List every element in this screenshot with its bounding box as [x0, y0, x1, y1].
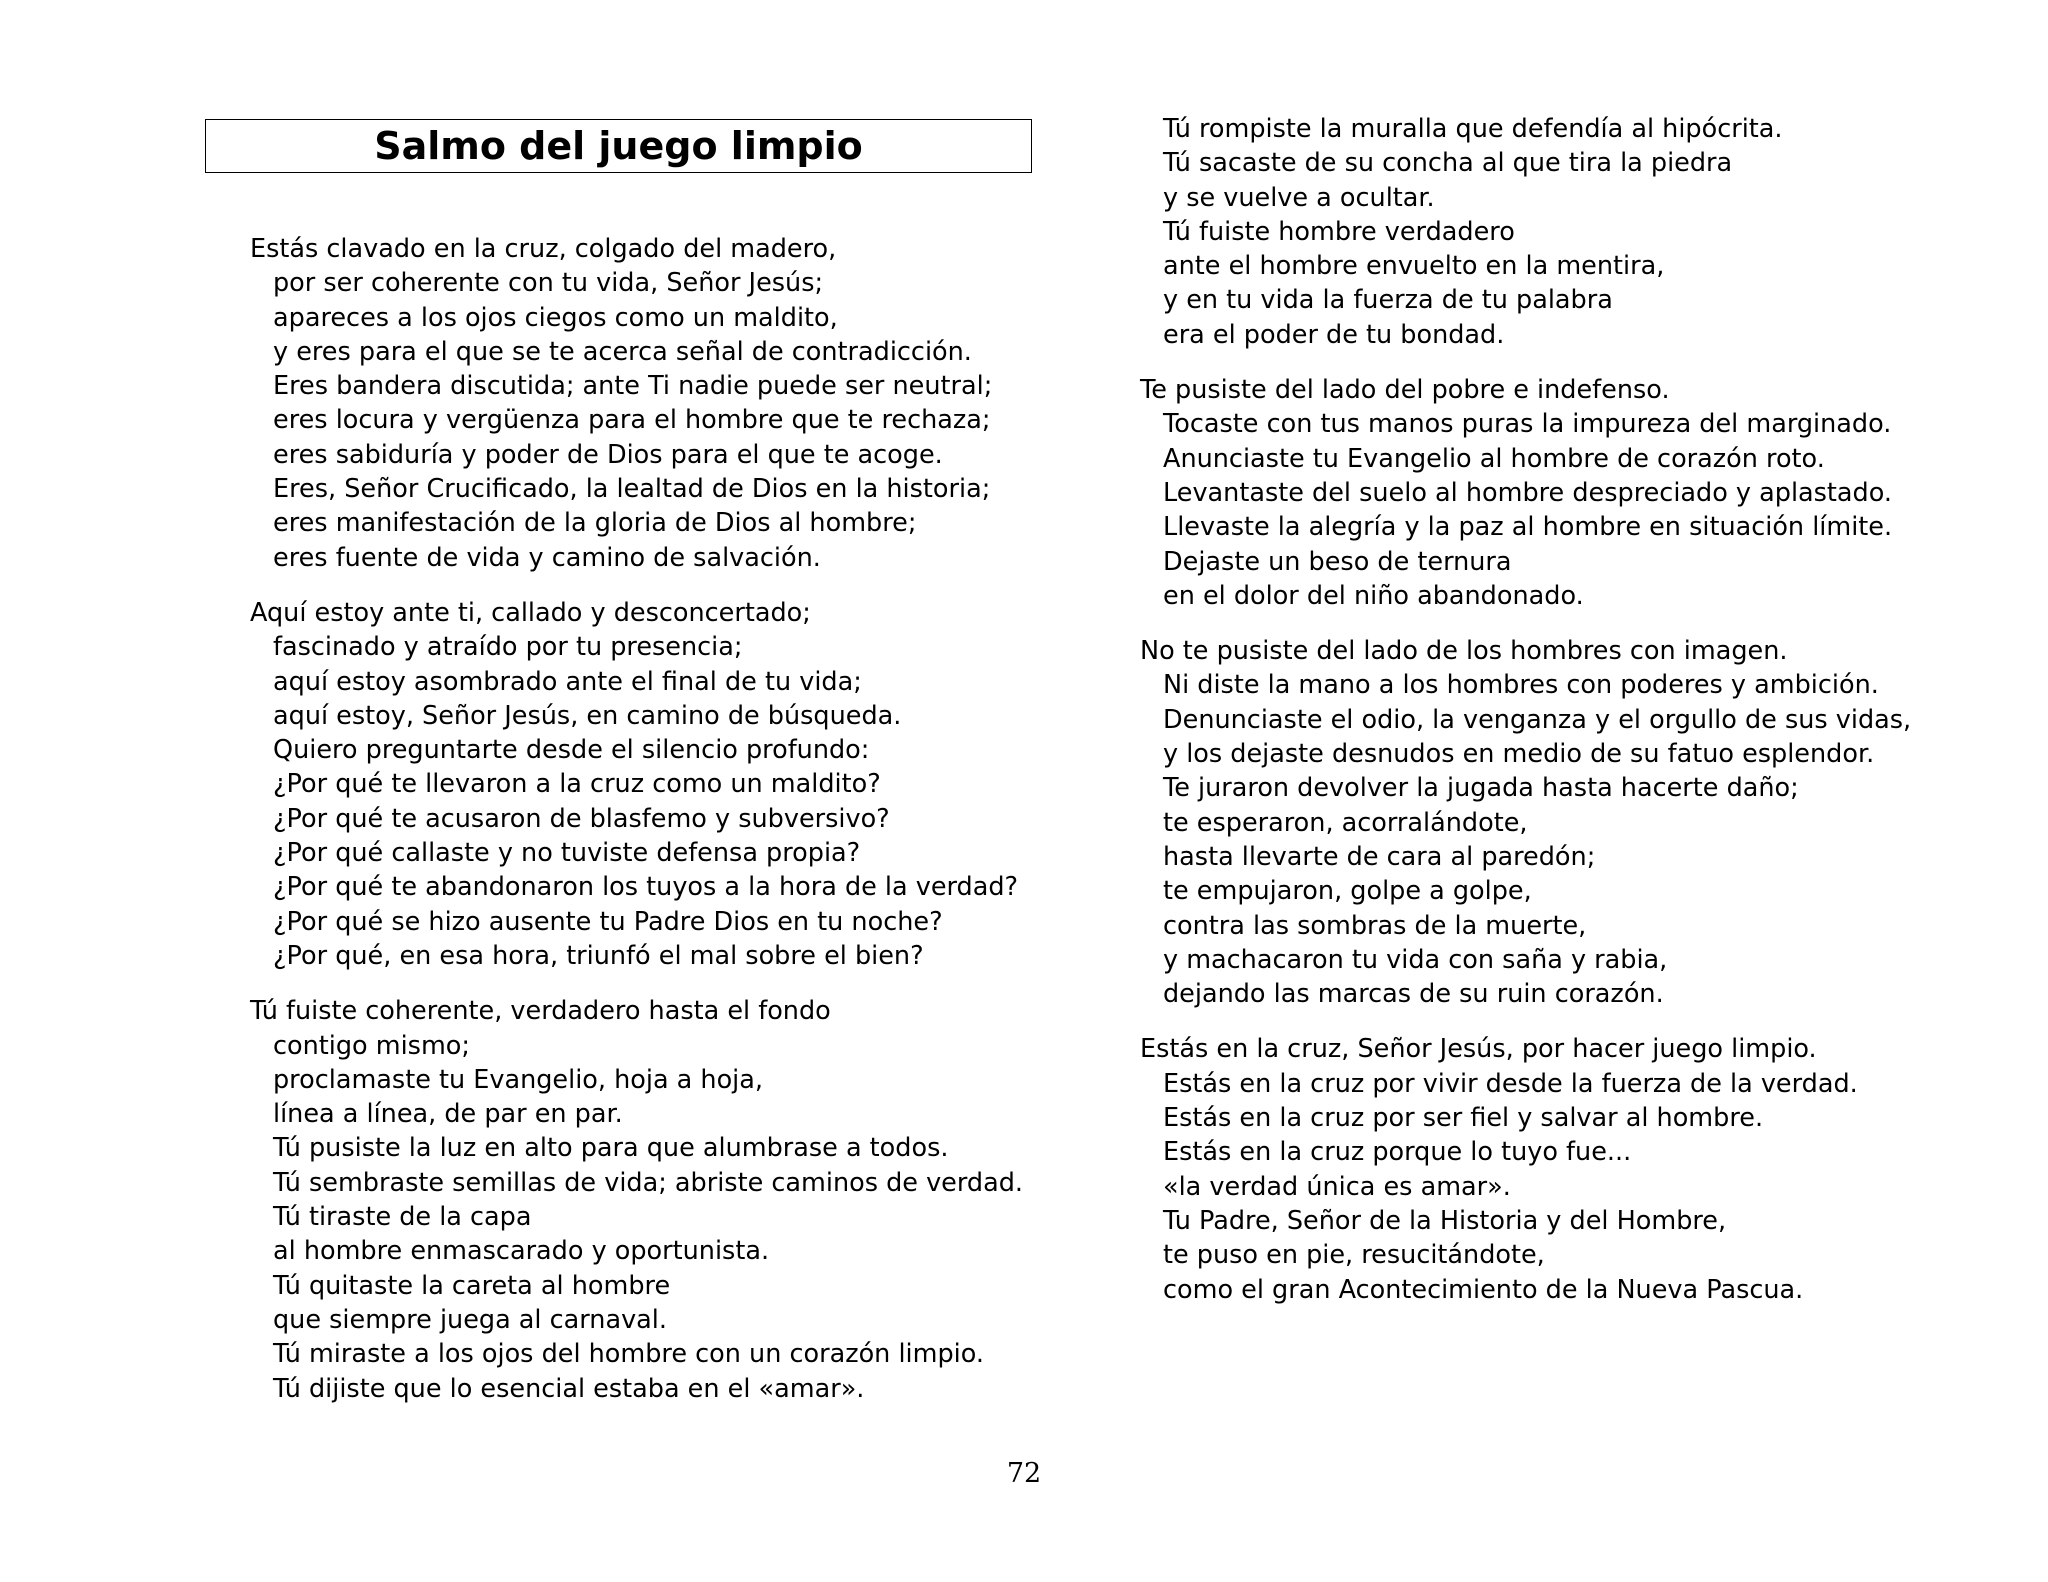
stanza-line: fascinado y atraído por tu presencia; — [273, 632, 743, 663]
stanza-line: Tú fuiste hombre verdadero — [1163, 216, 1515, 247]
stanza-line: Tú rompiste la muralla que defendía al hipócrita. — [1163, 114, 1783, 144]
stanza — [1140, 373, 1911, 613]
stanza-line: Eres bandera discutida; ante Ti nadie puede ser neutral; — [273, 371, 993, 402]
stanza-line: ¿Por qué te acusaron de blasfemo y subversivo? — [273, 803, 890, 834]
stanza-line: Anunciaste tu Evangelio al hombre de corazón roto. — [1163, 443, 1825, 474]
stanza-line: ¿Por qué se hizo ausente tu Padre Dios en tu noche? — [273, 906, 943, 937]
stanza-first-line: Aquí estoy ante ti, callado y desconcertado; — [250, 597, 811, 628]
stanza-line: Tú tiraste de la capa — [273, 1202, 532, 1233]
stanza-line: Tú pusiste la luz en alto para que alumbrase a todos. — [273, 1133, 949, 1164]
stanza-line: hasta llevarte de cara al paredón; — [1163, 841, 1596, 872]
stanza-line: línea a línea, de par en par. — [273, 1099, 623, 1130]
stanza — [1140, 634, 1911, 1011]
stanza — [1140, 112, 1911, 352]
stanza-line: era el poder de tu bondad. — [1163, 319, 1505, 350]
stanza-line: Levantaste del suelo al hombre despreciado y aplastado. — [1163, 477, 1893, 508]
stanza-line: ¿Por qué te llevaron a la cruz como un maldito? — [273, 769, 881, 800]
stanza-line: Ni diste la mano a los hombres con poderes y ambición. — [1163, 670, 1879, 701]
stanza-line: ¿Por qué, en esa hora, triunfó el mal sobre el bien? — [273, 940, 924, 971]
title-box — [205, 119, 1032, 173]
stanza-line: Tú dijiste que lo esencial estaba en el «amar». — [273, 1373, 865, 1404]
stanza-first-line: Estás en la cruz, Señor Jesús, por hacer juego limpio. — [1140, 1034, 1817, 1065]
stanza-first-line: Estás clavado en la cruz, colgado del madero, — [250, 234, 837, 264]
stanza-line: y eres para el que se te acerca señal de contradicción. — [273, 336, 972, 367]
stanza-line: y en tu vida la fuerza de tu palabra — [1163, 285, 1613, 316]
stanza-line: Te juraron devolver la jugada hasta hacerte daño; — [1163, 773, 1799, 804]
stanza-line: ¿Por qué callaste y no tuviste defensa propia? — [273, 838, 861, 869]
stanza-line: Estás en la cruz por ser fiel y salvar al hombre. — [1163, 1103, 1764, 1134]
stanza-line: en el dolor del niño abandonado. — [1163, 580, 1584, 611]
stanza-line: dejando las marcas de su ruin corazón. — [1163, 979, 1664, 1010]
stanza-line: Quiero preguntarte desde el silencio profundo: — [273, 735, 870, 766]
stanza — [250, 596, 1023, 973]
stanza-line: Tú miraste a los ojos del hombre con un corazón limpio. — [273, 1339, 984, 1370]
stanza-line: eres manifestación de la gloria de Dios al hombre; — [273, 508, 917, 539]
stanza-line: Denunciaste el odio, la venganza y el orgullo de sus vidas, — [1163, 704, 1912, 735]
stanza-line: contigo mismo; — [273, 1030, 471, 1061]
stanza-line: ante el hombre envuelto en la mentira, — [1163, 251, 1665, 282]
stanza-line: eres sabiduría y poder de Dios para el que te acoge. — [273, 439, 943, 470]
stanza-line: te esperaron, acorralándote, — [1163, 807, 1528, 838]
stanza-line: apareces a los ojos ciegos como un maldito, — [273, 302, 838, 333]
stanza-line: Estás en la cruz por vivir desde la fuerza de la verdad. — [1163, 1068, 1858, 1099]
stanza-line: Estás en la cruz porque lo tuyo fue... — [1163, 1137, 1632, 1168]
stanza-line: «la verdad única es amar». — [1163, 1171, 1511, 1202]
stanza — [250, 994, 1023, 1406]
stanza-line: y los dejaste desnudos en medio de su fatuo esplendor. — [1163, 739, 1875, 770]
stanza-line: y se vuelve a ocultar. — [1163, 182, 1435, 213]
stanza-line: que siempre juega al carnaval. — [273, 1304, 667, 1335]
left-column — [250, 232, 1023, 1427]
stanza-line: al hombre enmascarado y oportunista. — [273, 1236, 770, 1267]
stanza-line: como el gran Acontecimiento de la Nueva Pascua. — [1163, 1274, 1804, 1305]
page-number: 72 — [1006, 1458, 1042, 1489]
stanza-line: Llevaste la alegría y la paz al hombre en situación límite. — [1163, 512, 1893, 543]
stanza-line: te empujaron, golpe a golpe, — [1163, 876, 1532, 907]
stanza-line: Dejaste un beso de ternura — [1163, 546, 1512, 577]
stanza-first-line: Te pusiste del lado del pobre e indefenso. — [1140, 375, 1670, 406]
page-title: Salmo del juego limpio — [374, 124, 863, 168]
stanza — [1140, 1032, 1911, 1306]
stanza-first-line: Tú fuiste coherente, verdadero hasta el fondo — [250, 996, 831, 1027]
stanza-line: y machacaron tu vida con saña y rabia, — [1163, 944, 1668, 975]
stanza-line: Tú quitaste la careta al hombre — [273, 1270, 671, 1301]
stanza-line: eres locura y vergüenza para el hombre que te rechaza; — [273, 405, 991, 436]
stanza-line: ¿Por qué te abandonaron los tuyos a la hora de la verdad? — [273, 872, 1019, 903]
stanza-line: aquí estoy asombrado ante el final de tu vida; — [273, 666, 862, 697]
stanza-line: Eres, Señor Crucificado, la lealtad de Dios en la historia; — [273, 474, 991, 505]
stanza-line: eres fuente de vida y camino de salvación. — [273, 542, 821, 573]
right-column — [1140, 112, 1911, 1328]
stanza-first-line: No te pusiste del lado de los hombres con imagen. — [1140, 636, 1788, 667]
stanza — [250, 232, 1023, 575]
stanza-line: aquí estoy, Señor Jesús, en camino de búsqueda. — [273, 700, 902, 731]
stanza-line: contra las sombras de la muerte, — [1163, 910, 1587, 941]
stanza-line: Tú sacaste de su concha al que tira la piedra — [1163, 148, 1733, 179]
stanza-line: te puso en pie, resucitándote, — [1163, 1240, 1545, 1271]
stanza-line: Tocaste con tus manos puras la impureza del marginado. — [1163, 409, 1892, 440]
stanza-line: Tú sembraste semillas de vida; abriste caminos de verdad. — [273, 1167, 1023, 1198]
stanza-line: Tu Padre, Señor de la Historia y del Hombre, — [1163, 1205, 1727, 1236]
stanza-line: por ser coherente con tu vida, Señor Jesús; — [273, 268, 824, 299]
stanza-line: proclamaste tu Evangelio, hoja a hoja, — [273, 1064, 763, 1095]
